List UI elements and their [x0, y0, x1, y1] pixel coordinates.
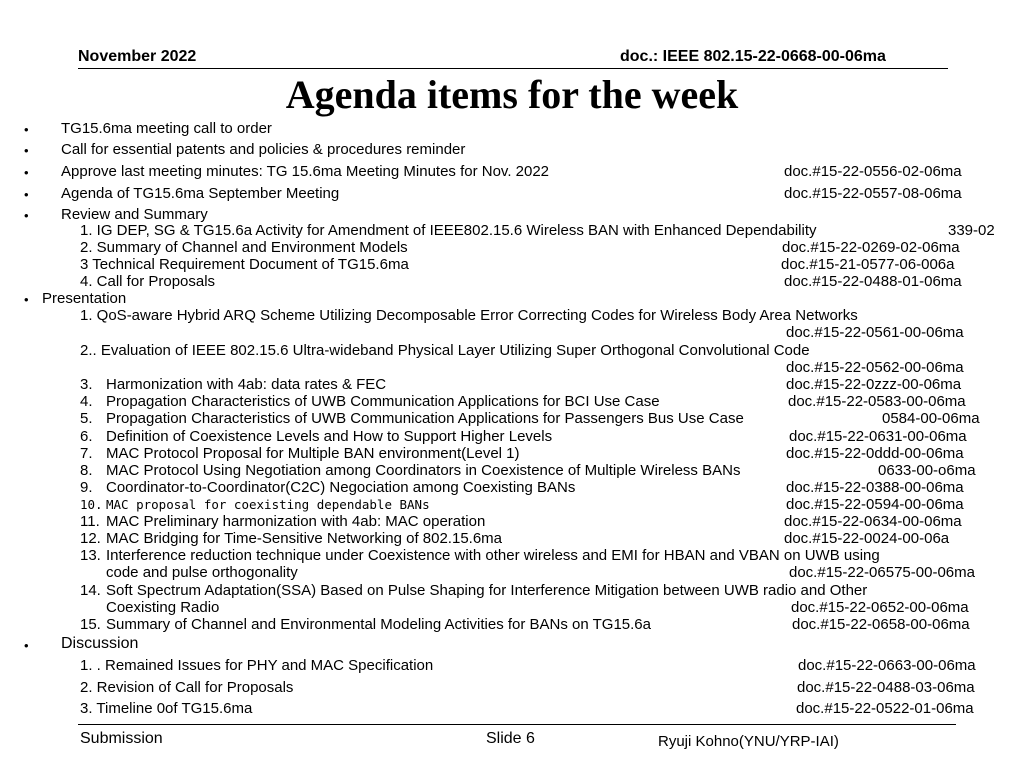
presentation-item-14-num: 14.	[80, 582, 101, 599]
doc-ref: doc.#15-22-0zzz-00-06ma	[786, 376, 962, 393]
presentation-item-8: MAC Protocol Using Negotiation among Coordinators in Coexistence of Multiple Wireless BANs	[106, 462, 741, 479]
doc-ref: doc.#15-22-0ddd-00-06ma	[786, 445, 964, 462]
presentation-item-11-num: 11.	[80, 513, 100, 530]
slide-title: Agenda items for the week	[285, 72, 739, 117]
doc-ref: doc.#15-22-0631-00-06ma	[789, 428, 967, 445]
presentation-item-4-num: 4.	[80, 393, 93, 410]
presentation-item-2: 2.. Evaluation of IEEE 802.15.6 Ultra-wideband Physical Layer Utilizing Super Orthogonal Convolutional Code	[80, 342, 810, 359]
item-approve-minutes: Approve last meeting minutes: TG 15.6ma Meeting Minutes for Nov. 2022	[61, 163, 550, 180]
doc-ref: doc.#15-22-0522-01-06ma	[796, 700, 974, 717]
footer-author: Ryuji Kohno(YNU/YRP-IAI)	[658, 733, 839, 750]
presentation-item-7: MAC Protocol Proposal for Multiple BAN environment(Level 1)	[106, 445, 520, 462]
presentation-item-13-num: 13.	[80, 547, 101, 564]
presentation-item-9: Coordinator-to-Coordinator(C2C) Negociation among Coexisting BANs	[106, 479, 576, 496]
doc-ref: doc.#15-21-0577-06-006a	[781, 256, 955, 273]
presentation-item-12: MAC Bridging for Time-Sensitive Networking of 802.15.6ma	[106, 530, 503, 547]
item-agenda: Agenda of TG15.6ma September Meeting	[61, 185, 340, 202]
doc-ref: doc.#15-22-0658-00-06ma	[792, 616, 970, 633]
presentation-item-14: Soft Spectrum Adaptation(SSA) Based on Pulse Shaping for Interference Mitigation between UWB radio and Other	[106, 582, 868, 599]
presentation-item-12-num: 12.	[80, 530, 101, 547]
review-item-4: 4. Call for Proposals	[80, 273, 216, 290]
doc-ref: doc.#15-22-0663-00-06ma	[798, 657, 976, 674]
presentation-item-3-num: 3.	[80, 376, 93, 393]
bullet: •	[24, 187, 29, 202]
footer-submission: Submission	[80, 730, 163, 747]
review-item-2: 2. Summary of Channel and Environment Models	[80, 239, 408, 256]
presentation-item-6: Definition of Coexistence Levels and How to Support Higher Levels	[106, 428, 553, 445]
doc-ref: doc.#15-22-0562-00-06ma	[786, 359, 964, 376]
doc-ref: doc.#15-22-0557-08-06ma	[784, 185, 962, 202]
doc-ref: doc.#15-22-0594-00-06ma	[786, 496, 964, 513]
presentation-item-5: Propagation Characteristics of UWB Communication Applications for Passengers Bus Use Case	[106, 410, 744, 427]
doc-ref: doc.#15-22-0488-01-06ma	[784, 273, 962, 290]
doc-ref: doc.#15-22-0556-02-06ma	[784, 163, 962, 180]
presentation-item-7-num: 7.	[80, 445, 93, 462]
presentation-item-6-num: 6.	[80, 428, 93, 445]
doc-ref: doc.#15-22-0024-00-06a	[784, 530, 950, 547]
doc-ref: doc.#15-22-0634-00-06ma	[784, 513, 962, 530]
doc-ref: 339-02	[948, 222, 995, 239]
presentation-item-14-cont: Coexisting Radio	[106, 599, 220, 616]
review-item-1: 1. IG DEP, SG & TG15.6a Activity for Amendment of IEEE802.15.6 Wireless BAN with Enhanced Dependability	[80, 222, 817, 239]
presentation-item-3: Harmonization with 4ab: data rates & FEC	[106, 376, 387, 393]
presentation-item-1: 1. QoS-aware Hybrid ARQ Scheme Utilizing Decomposable Error Correcting Codes for Wireless Body Area Networks	[80, 307, 858, 324]
presentation-item-4: Propagation Characteristics of UWB Communication Applications for BCI Use Case	[106, 393, 660, 410]
doc-ref: 0633-00-o6ma	[878, 462, 976, 479]
doc-ref: doc.#15-22-0583-00-06ma	[788, 393, 966, 410]
bullet: •	[24, 638, 29, 653]
item-call-to-order: TG15.6ma meeting call to order	[61, 120, 272, 137]
bullet: •	[24, 292, 29, 307]
bullet: •	[24, 208, 29, 223]
slide-number: Slide 6	[486, 730, 535, 747]
header-date: November 2022	[78, 48, 197, 65]
header-doc-id: doc.: IEEE 802.15-22-0668-00-06ma	[620, 48, 886, 65]
review-item-3: 3 Technical Requirement Document of TG15.6ma	[80, 256, 409, 273]
bullet: •	[24, 122, 29, 137]
doc-ref: doc.#15-22-0269-02-06ma	[782, 239, 960, 256]
doc-ref: doc.#15-22-0388-00-06ma	[786, 479, 964, 496]
presentation-heading: Presentation	[42, 290, 127, 307]
doc-ref: doc.#15-22-06575-00-06ma	[789, 564, 975, 581]
presentation-item-13-cont: code and pulse orthogonality	[106, 564, 298, 581]
presentation-item-9-num: 9.	[80, 479, 93, 496]
doc-ref: 0584-00-06ma	[882, 410, 980, 427]
discussion-item-1: 1. . Remained Issues for PHY and MAC Specification	[80, 657, 434, 674]
item-patents: Call for essential patents and policies & procedures reminder	[61, 141, 466, 158]
presentation-item-11: MAC Preliminary harmonization with 4ab: MAC operation	[106, 513, 486, 530]
footer-rule	[78, 724, 956, 725]
doc-ref: doc.#15-22-0488-03-06ma	[797, 679, 975, 696]
doc-ref: doc.#15-22-0561-00-06ma	[786, 324, 964, 341]
discussion-heading: Discussion	[61, 635, 139, 652]
discussion-item-2: 2. Revision of Call for Proposals	[80, 679, 294, 696]
bullet: •	[24, 165, 29, 180]
review-heading: Review and Summary	[61, 206, 208, 223]
presentation-item-13: Interference reduction technique under Coexistence with other wireless and EMI for HBAN and VBAN on UWB using	[106, 547, 880, 564]
presentation-item-5-num: 5.	[80, 410, 93, 427]
bullet: •	[24, 143, 29, 158]
presentation-item-10-num: 10.	[80, 497, 103, 512]
presentation-item-10: MAC proposal for coexisting dependable BANs	[106, 497, 430, 512]
header-rule	[78, 68, 948, 69]
discussion-item-3: 3. Timeline 0of TG15.6ma	[80, 700, 253, 717]
presentation-item-8-num: 8.	[80, 462, 93, 479]
presentation-item-15-num: 15.	[80, 616, 101, 633]
presentation-item-15: Summary of Channel and Environmental Modeling Activities for BANs on TG15.6a	[106, 616, 651, 633]
doc-ref: doc.#15-22-0652-00-06ma	[791, 599, 969, 616]
